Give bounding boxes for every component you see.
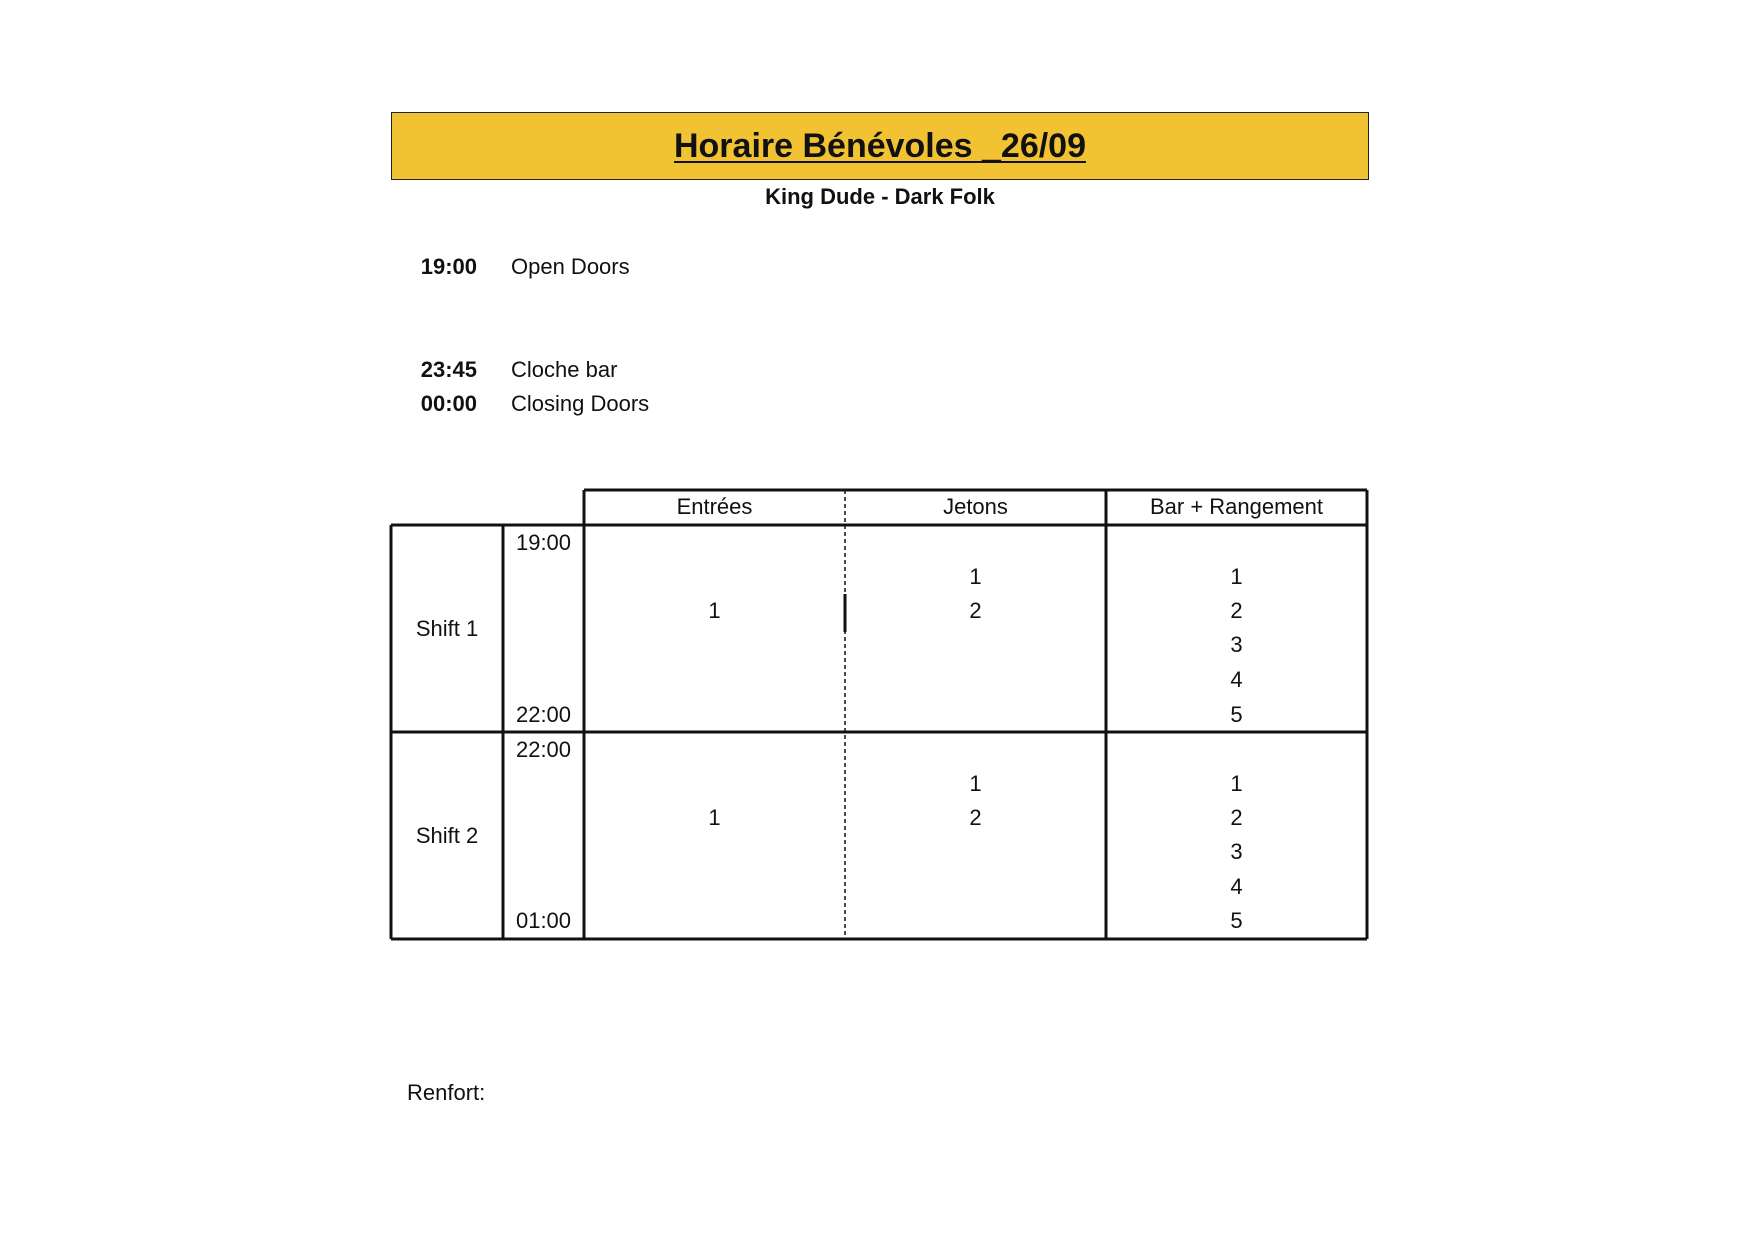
- shift-end-time: 01:00: [515, 908, 572, 933]
- schedule-label: Open Doors: [511, 254, 630, 279]
- bar-slot: 4: [1230, 874, 1243, 899]
- shift-name: Shift 2: [415, 823, 479, 848]
- jetons-slot: 2: [969, 598, 982, 623]
- jetons-slot: 1: [969, 771, 982, 796]
- shift-start-time: 19:00: [515, 530, 572, 555]
- bar-slot: 2: [1230, 598, 1243, 623]
- jetons-slot: 1: [969, 564, 982, 589]
- shift-start-time: 22:00: [515, 737, 572, 762]
- entrees-slot: 1: [708, 805, 721, 830]
- schedule-time: 19:00: [420, 254, 477, 279]
- bar-slot: 4: [1230, 667, 1243, 692]
- column-header-entrees: Entrées: [676, 494, 753, 519]
- column-header-jetons: Jetons: [943, 494, 1008, 519]
- schedule-time: 23:45: [420, 357, 477, 382]
- schedule-label: Closing Doors: [511, 391, 650, 416]
- renfort-label: Renfort:: [407, 1080, 486, 1105]
- schedule-label: Cloche bar: [511, 357, 618, 382]
- bar-slot: 5: [1230, 702, 1243, 727]
- bar-slot: 5: [1230, 908, 1243, 933]
- entrees-slot: 1: [708, 598, 721, 623]
- bar-slot: 3: [1230, 632, 1243, 657]
- bar-slot: 1: [1230, 771, 1243, 796]
- event-subtitle: King Dude - Dark Folk: [765, 184, 995, 209]
- jetons-slot: 2: [969, 805, 982, 830]
- column-header-bar-rangement: Bar + Rangement: [1149, 494, 1324, 519]
- bar-slot: 1: [1230, 564, 1243, 589]
- page-title: Horaire Bénévoles _26/09: [673, 126, 1087, 165]
- shift-end-time: 22:00: [515, 702, 572, 727]
- bar-slot: 2: [1230, 805, 1243, 830]
- schedule-time: 00:00: [420, 391, 477, 416]
- bar-slot: 3: [1230, 839, 1243, 864]
- shift-name: Shift 1: [415, 616, 479, 641]
